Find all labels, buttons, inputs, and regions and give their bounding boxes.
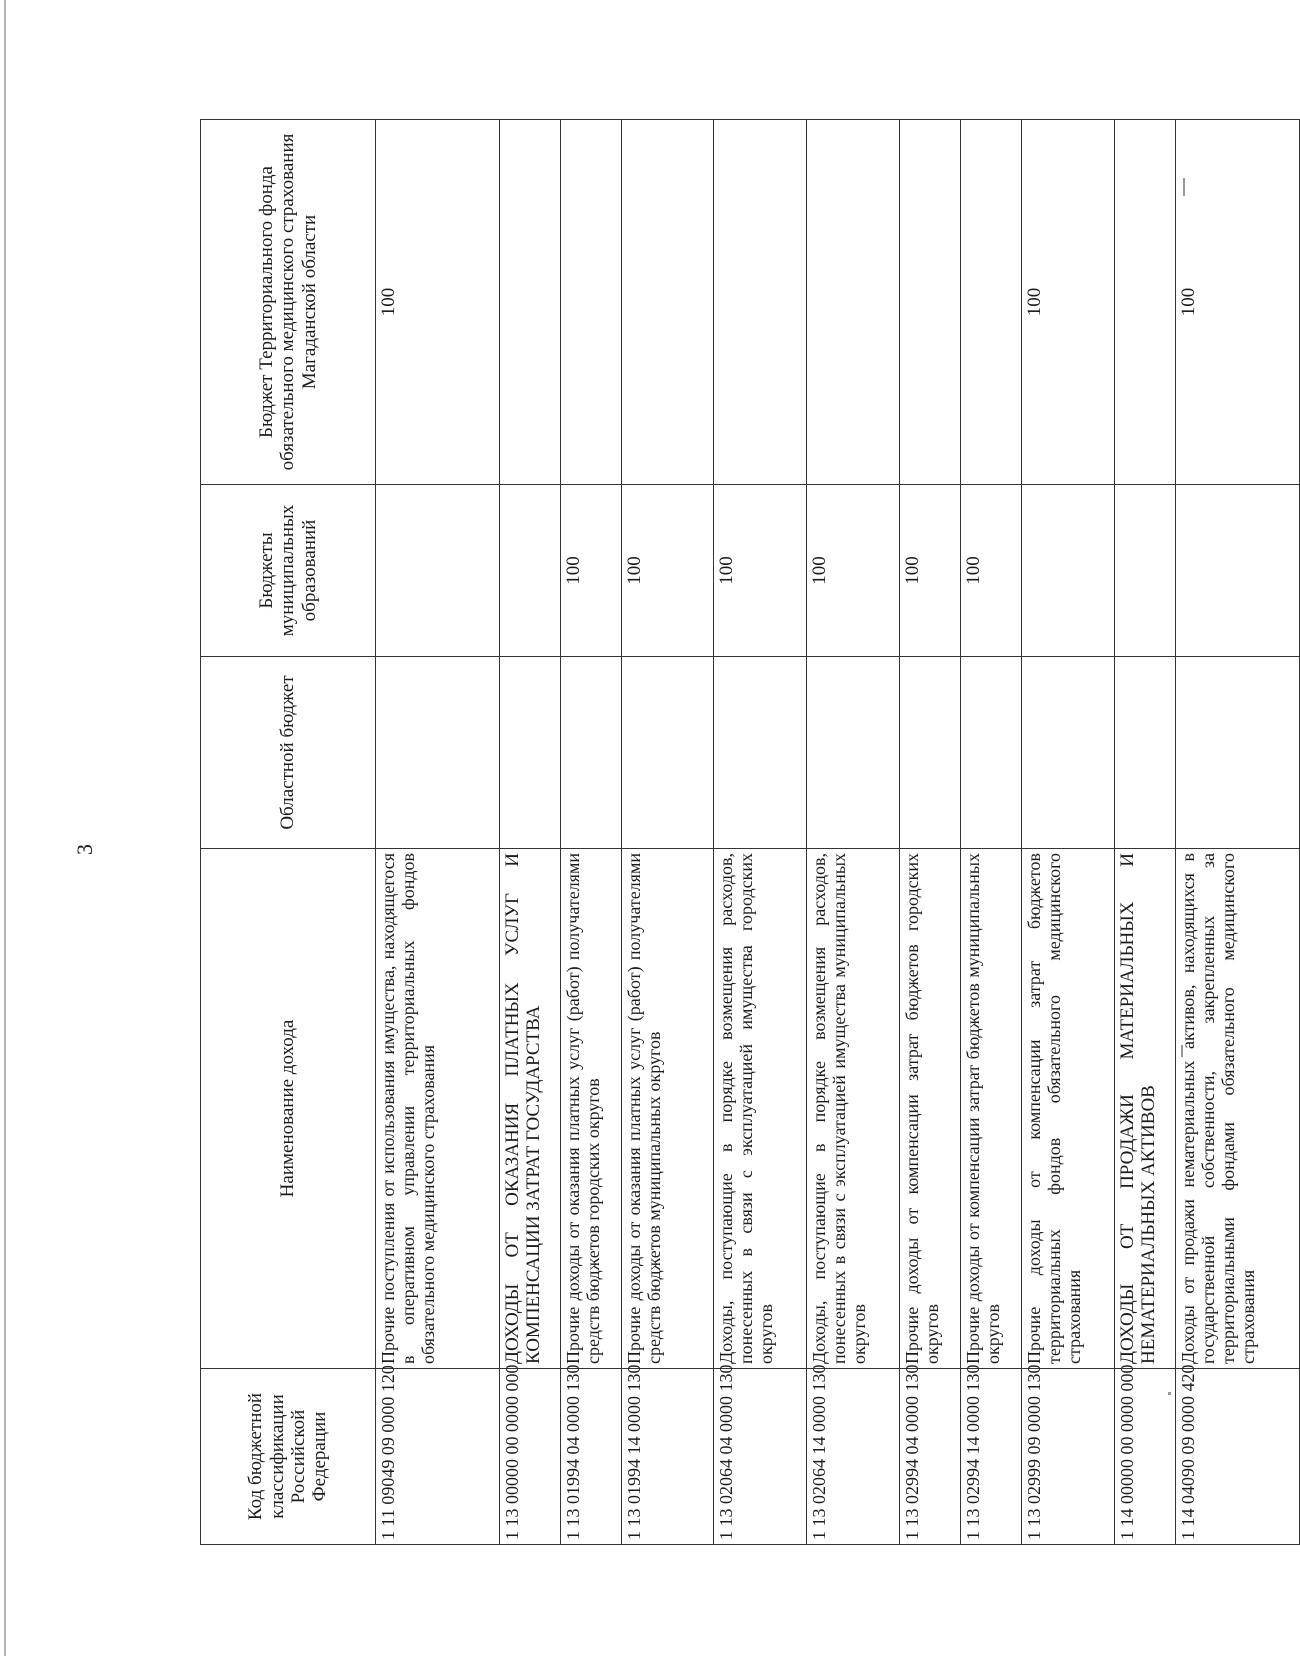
row-municipal-value — [1021, 485, 1114, 657]
row-municipal-value: 100 — [806, 485, 899, 657]
header-code: Код бюджетной классификации Российской Федерации — [201, 1369, 376, 1545]
row-fund-value — [806, 120, 899, 485]
row-municipal-value: 100 — [713, 485, 806, 657]
row-municipal-value — [500, 485, 561, 657]
row-code: 1 13 02999 09 0000 130 — [1021, 1369, 1114, 1545]
row-regional-value — [1021, 657, 1114, 849]
row-name: ДОХОДЫ ОТ ОКАЗАНИЯ ПЛАТНЫХ УСЛУГ И КОМПЕНСАЦИИ ЗАТРАТ ГОСУДАРСТВА — [500, 849, 561, 1369]
row-fund-value — [1114, 120, 1175, 485]
row-name: Прочие доходы от компенсации затрат бюджетов городских округов — [900, 849, 961, 1369]
table-row — [1021, 120, 1114, 1545]
row-regional-value — [1175, 657, 1299, 849]
row-municipal-value — [376, 485, 500, 657]
row-name: ДОХОДЫ ОТ ПРОДАЖИ МАТЕРИАЛЬНЫХ И НЕМАТЕРИАЛЬНЫХ АКТИВОВ — [1114, 849, 1175, 1369]
table-row — [1175, 120, 1299, 1545]
row-municipal-value — [1175, 485, 1299, 657]
row-name: Доходы, поступающие в порядке возмещения расходов, понесенных в связи с эксплуатацией имущества городских округов — [713, 849, 806, 1369]
row-code: 1 14 04090 09 0000 420 — [1175, 1369, 1299, 1545]
row-name: Прочие доходы от оказания платных услуг (работ) получателями средств бюджетов городских округов — [561, 849, 622, 1369]
row-fund-value: 100 — [1175, 120, 1299, 485]
row-municipal-value: 100 — [960, 485, 1021, 657]
row-name: Прочие доходы от компенсации затрат бюджетов муниципальных округов — [960, 849, 1021, 1369]
header-fund-budget: Бюджет Территориального фонда обязательного медицинского страхования Магаданской области — [201, 120, 376, 485]
table-row — [806, 120, 899, 1545]
header-municipal-budgets: Бюджеты муниципальных образований — [201, 485, 376, 657]
row-municipal-value — [1114, 485, 1175, 657]
rotated-table-wrapper — [200, 120, 1300, 1545]
page-number: 3 — [72, 844, 97, 855]
header-name: Наименование дохода — [201, 849, 376, 1369]
row-code: 1 13 00000 00 0000 000 — [500, 1369, 561, 1545]
row-fund-value — [561, 120, 622, 485]
row-regional-value — [960, 657, 1021, 849]
table-row — [376, 120, 500, 1545]
table-row — [900, 120, 961, 1545]
row-code: 1 13 02994 04 0000 130 — [900, 1369, 961, 1545]
table-row — [561, 120, 622, 1545]
row-name: Доходы от продажи нематериальных активов, находящихся в государственной собственности, закрепленных за территориальными фондами обязательного медицинского страхования — [1175, 849, 1299, 1369]
table-header-row — [201, 120, 376, 1545]
row-regional-value — [900, 657, 961, 849]
table-row — [713, 120, 806, 1545]
row-code: 1 13 01994 14 0000 130 — [621, 1369, 713, 1545]
row-code: 1 13 01994 04 0000 130 — [561, 1369, 622, 1545]
row-regional-value — [1114, 657, 1175, 849]
row-code: 1 13 02994 14 0000 130 — [960, 1369, 1021, 1545]
row-regional-value — [561, 657, 622, 849]
row-regional-value — [500, 657, 561, 849]
row-fund-value — [900, 120, 961, 485]
row-regional-value — [713, 657, 806, 849]
row-fund-value: 100 — [1021, 120, 1114, 485]
row-name: Прочие доходы от компенсации затрат бюджетов территориальных фондов обязательного медицинского страхования — [1021, 849, 1114, 1369]
row-fund-value — [500, 120, 561, 485]
row-code: 1 11 09049 09 0000 120 — [376, 1369, 500, 1545]
row-code: 1 14 00000 00 0000 000 — [1114, 1369, 1175, 1545]
row-municipal-value: 100 — [621, 485, 713, 657]
row-municipal-value: 100 — [561, 485, 622, 657]
revenue-classification-table — [200, 119, 1300, 1545]
row-code: 1 13 02064 14 0000 130 — [806, 1369, 899, 1545]
row-fund-value — [960, 120, 1021, 485]
scan-edge-line — [4, 0, 6, 1656]
row-name: Прочие поступления от использования имущества, находящегося в оперативном управлении территориальных фондов обязательного медицинского страхования — [376, 849, 500, 1369]
row-code: 1 13 02064 04 0000 130 — [713, 1369, 806, 1545]
table-row — [960, 120, 1021, 1545]
row-municipal-value: 100 — [900, 485, 961, 657]
row-fund-value: 100 — [376, 120, 500, 485]
table-row — [500, 120, 561, 1545]
table-row — [621, 120, 713, 1545]
header-regional-budget: Областной бюджет — [201, 657, 376, 849]
row-name: Доходы, поступающие в порядке возмещения расходов, понесенных в связи с эксплуатацией имущества муниципальных округов — [806, 849, 899, 1369]
row-regional-value — [621, 657, 713, 849]
row-regional-value — [376, 657, 500, 849]
row-fund-value — [621, 120, 713, 485]
table-row — [1114, 120, 1175, 1545]
row-fund-value — [713, 120, 806, 485]
row-regional-value — [806, 657, 899, 849]
row-name: Прочие доходы от оказания платных услуг (работ) получателями средств бюджетов муниципальных округов — [621, 849, 713, 1369]
